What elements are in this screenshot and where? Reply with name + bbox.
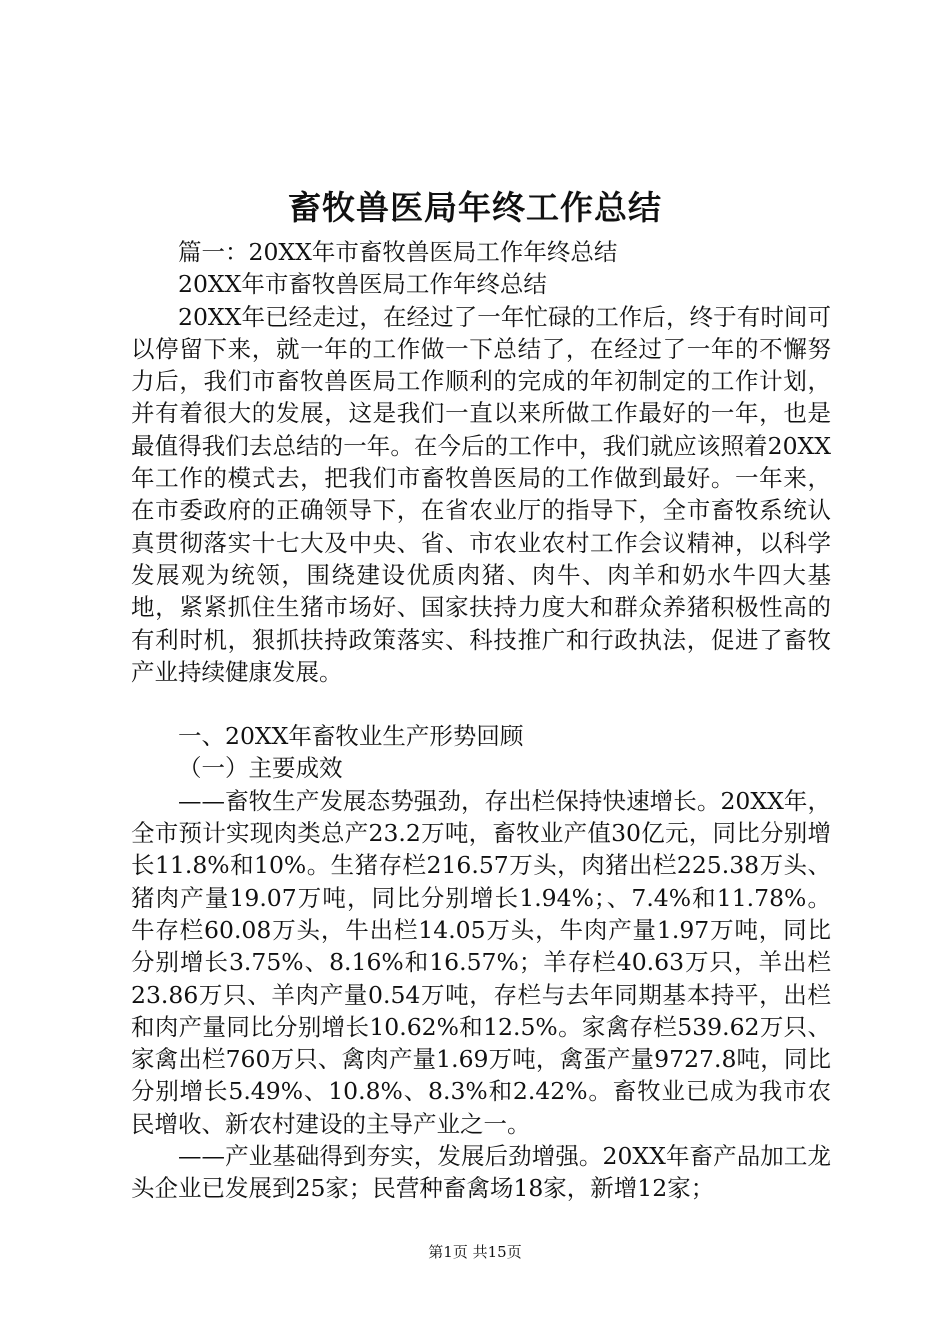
intro-paragraph: 20XX年已经走过，在经过了一年忙碌的工作后，终于有时间可以停留下来，就一年的工作做一下总结了，在经过了一年的不懈努力后，我们市畜牧兽医局工作顺利的完成的年初制定的工作计划，并有着很大的发展，这是我们一直以来所做工作最好的一年，也是最值得我们去总结的一年。在今后的工作中，我们就应该照着20XX年工作的模式去，把我们市畜牧兽医局的工作做到最好。一年来，在市委政府的正确领导下，在省农业厅的指导下，全市畜牧系统认真贯彻落实十七大及中央、省、市农业农村工作会议精神，以科学发展观为统领，围绕建设优质肉猪、肉牛、肉羊和奶水牛四大基地，紧紧抓住生猪市场好、国家扶持力度大和群众养猪积极性高的有利时机，狠抓扶持政策落实、科技推广和行政执法，促进了畜牧产业持续健康发展。	[131, 302, 831, 686]
article-subtitle: 篇一：20XX年市畜牧兽医局工作年终总结	[178, 238, 618, 266]
industry-paragraph: ——产业基础得到夯实，发展后劲增强。20XX年畜产品加工龙头企业已发展到25家；民营种畜禽场18家，新增12家；	[131, 1142, 831, 1203]
document-title: 畜牧兽医局年终工作总结	[288, 188, 662, 227]
page-number-footer: 第1页 共15页	[428, 1243, 522, 1261]
section-heading: 一、20XX年畜牧业生产形势回顾	[178, 722, 524, 751]
production-paragraph: ——畜牧生产发展态势强劲，存出栏保持快速增长。20XX年，全市预计实现肉类总产23.2万吨，畜牧业产值30亿元，同比分别增长11.8%和10%。生猪存栏216.57万头，肉猪出栏225.38万头、猪肉产量19.07万吨，同比分别增长1.94%；、7.4%和11.78%。牛存栏60.08万头，牛出栏14.05万头，牛肉产量1.97万吨，同比分别增长3.75%、8.16%和16.57%；羊存栏40.63万只，羊出栏23.86万只、羊肉产量0.54万吨，存栏与去年同期基本持平，出栏和肉产量同比分别增长10.62%和12.5%。家禽存栏539.62万只、家禽出栏760万只、禽肉产量1.69万吨，禽蛋产量9727.8吨，同比分别增长5.49%、10.8%、8.3%和2.42%。畜牧业已成为我市农民增收、新农村建设的主导产业之一。	[131, 786, 831, 1138]
subsection-heading: （一）主要成效	[178, 754, 343, 783]
document-body	[131, 236, 831, 1205]
article-heading: 20XX年市畜牧兽医局工作年终总结	[178, 270, 547, 299]
